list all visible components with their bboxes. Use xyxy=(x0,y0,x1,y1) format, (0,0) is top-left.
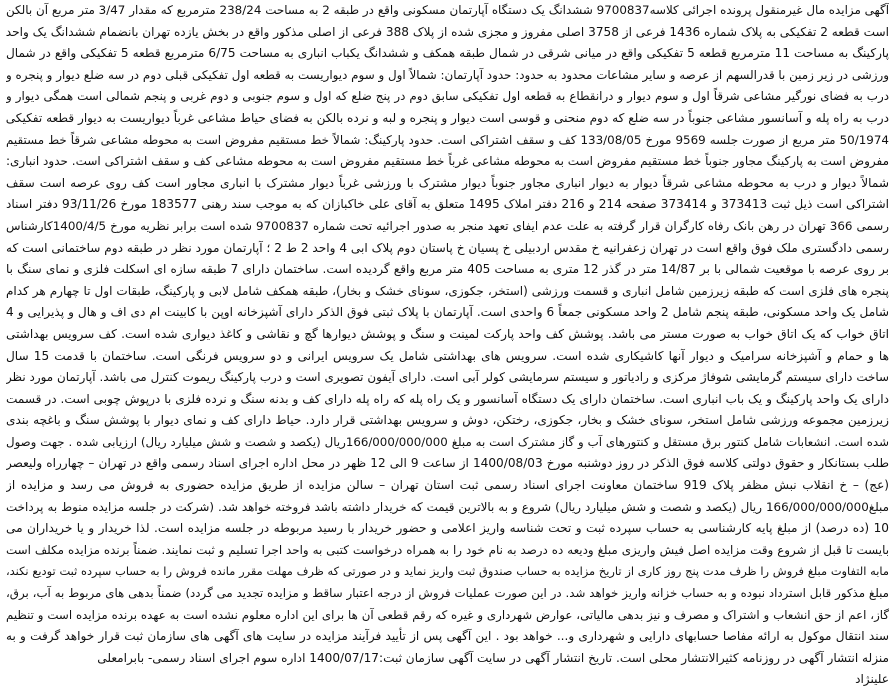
notice-line: 10 (ده درصد) از مبلغ پایه کارشناسی به حساب سپرده ثبت و تحت شناسه واریز اعلامی و حضور خریدار با رسید مربوطه در جلسه مزایده است. لذا خریدار و یا خریداران می xyxy=(6,521,889,536)
notice-line: شده است. انشعابات شامل کنتور برق مستقل و کنتورهای آب و گاز مشترک است به مبلغ 166/000/000/000ریال (یکصد و شصت و شش میلیارد ریال) ارزیابی شده . جهت وصول xyxy=(6,434,889,449)
notice-line: ها و حمام و آشپزخانه سرامیک و دیوار آنها کاشیکاری شده است. سرویس های بهداشتی شامل یک سرویس ایرانی و دو سرویس فرنگی است. ساختمان با قدمت 15 سال xyxy=(6,348,889,363)
notice-line: سند انتقال موکول به ارائه مفاصا حسابهای دارایی و شهرداری و... خواهد بود . این آگهی پس از تأیید فرآیند مزایده در سایت های آگهی های سازمان ثبت قرار خواهد گرفت و به xyxy=(6,629,889,644)
signature-line: علینژاد xyxy=(855,672,889,687)
notice-line: ساخت دارای سیستم گرمایشی شوفاژ مرکزی و رادیاتور و سیستم سرمایشی کولر آبی است. دارای آیفون تصویری است و درب پارکینگ ریموت کنترل می باشد. آپارتمان مورد نظر xyxy=(6,370,889,385)
notice-line: اتاق خواب که یک اتاق خواب به صورت مستر می باشد. پوشش کف واحد پارکت لمینت و سنگ و پوشش دیوارها گچ و نقاشی و کاغذ دیواری شده است. کف سرویس بهداشتی xyxy=(6,326,889,341)
notice-line: طلب بستانکار و حقوق دولتی کلاسه فوق الذکر در روز دوشنبه مورخ 1400/08/03 از ساعت 9 الی 12 ظهر در محل اداره اجرای اسناد رسمی واقع در تهران – چهارراه ولیعصر xyxy=(6,456,889,471)
notice-line: مبلغ مذکور قابل استرداد نبوده و به حساب خزانه واریز خواهد شد. در این صورت عملیات فروش از درجه اعتبار ساقط و مزایده تجدید می گردد) ضمناً بدهی های مربوط به آب، برق، xyxy=(6,586,889,601)
notice-line: پارکینگ به مساحت 11 مترمربع قطعه 5 تفکیکی واقع در میانی شرقی در شمال طبقه همکف و ششدانگ یکباب انباری به مساحت 6/75 مترمربع قطعه 5 تفکیکی واقع در شمال xyxy=(6,46,889,61)
notice-line: درب به فضای نورگیر مشاعی شرقاً اول و سوم دیوار و درانقطاع به قطعه اول تفکیکی سابق دوم در پنج ضلع که اول و سوم جنوبی و دوم غربی و پنجم شمالی است همگی دیوار و xyxy=(6,89,889,104)
notice-line: رسمی دادگستری ملک فوق واقع است در تهران زعفرانیه خ مقدس اردبیلی خ پسیان خ پاستان دوم پلاک ابی 4 واحد 2 ط 2 ؛ آپارتمان مورد نظر در طبقه دوم ساختمانی است که xyxy=(6,240,889,255)
notice-line: منزله انتشار آگهی در روزنامه کثیرالانتشار محلی است. تاریخ انتشار آگهی در سایت آگهی سازمان ثبت:1400/07/17 اداره سوم اجرای اسناد رسمی- بابرامعلی xyxy=(97,650,889,665)
notice-line: (عج) – خ انقلاب نبش مظفر پلاک 919 ساختمان معاونت اجرای اسناد رسمی ثبت استان تهران – سالن مزایده از طریق مزایده حضوری به فروش می رسد و مزایده از xyxy=(6,478,889,493)
notice-line: گاز، اعم از حق انشعاب و اشتراک و مصرف و نیز بدهی مالیاتی، عوارض شهرداری و غیره که رقم قطعی آن ها برای این اداره معلوم نشده است به عهده برنده مزایده است و تنظیم xyxy=(6,607,889,622)
notice-line: 50/1974 متر مربع از صورت جلسه 9569 مورخ 133/08/05 کف و سقف اشتراکی است. حدود پارکینگ: شمالاً خط مستقیم مفروض است به محوطه مشاعی شرقاً خط مستقیم xyxy=(6,132,889,147)
notice-line: دارای یک واحد پارکینگ و یک باب انباری است. ساختمان دارای یک دستگاه آسانسور و یک راه پله که راه پله دارای کف و بدنه سنگ و نرده فلزی با درپوش چوبی است. در قسمت xyxy=(6,391,889,406)
notice-line: اشتراکی است ذیل ثبت 373413 و 373414 صفحه 214 و 216 دفتر املاک 1495 متعلق به آقای علی خاکبازان که به موجب سند رهنی 183577 مورخ 93/11/26 دفتر اسناد xyxy=(6,197,889,212)
notice-line: ورزشی در زیر زمین با قدرالسهم از عرصه و سایر مشاعات محدود به حدود: حدود آپارتمان: شمالاً اول و سوم دیواریست به قطعه اول تفکیکی قبلی دوم در سه ضلع دیوار و پنجره و xyxy=(6,67,889,82)
notice-line: آگهی مزایده مال غیرمنقول پرونده اجرائی کلاسه9700837 ششدانگ یک دستگاه آپارتمان مسکونی واقع در طبقه 2 به مساحت 238/24 مترمربع که مقدار 3/47 متر مربع آن بالکن xyxy=(6,3,889,17)
notice-line: است قطعه 2 تفکیکی به پلاک شماره 1436 فرعی از 3758 اصلی مفروز و مجزی شده از پلاک 388 فرعی از اصلی مذکور واقع در بخش یازده تهران بانضمام ششدانگ یک واحد xyxy=(6,24,889,39)
notice-line: مبلغ166/000/000/000 ریال (یکصد و شصت و شش میلیارد ریال) شروع و به بالاترین قیمت که خریدار داشته باشد فروخته خواهد شد. (شرکت در جلسه مزایده منوط به پرداخت xyxy=(6,499,889,514)
notice-line: پنجره های فلزی است که طبقه زیرزمین شامل انباری و قسمت ورزشی (استخر، جکوزی، سونای خشک و بخار)، طبقه همکف شامل لابی و پارکینگ، طبقات اول تا چهارم هر کدام xyxy=(6,283,889,298)
notice-line: شمالاً دیوار و درب به محوطه مشاعی شرقاً دیوار به دیوار انباری مجاور جنوباً دیوار مشترک با ورزشی غرباً دیوار مشترک با انباری مجاور است کف روی عرصه است سقف xyxy=(6,175,889,190)
notice-line: درب به راه پله و آسانسور مشاعی جنوباً در سه ضلع که دوم منحنی و قوسی است دیوار و پنجره و لبه و نرده بالکن به فضای حیاط مشاعی غرباً دیواریست به دیوار قطعه تفکیکی xyxy=(6,110,889,125)
notice-line: بایست تا قبل از شروع وقت مزایده اصل فیش واریزی مبلغ ودیعه ده درصد به نام خود را به همراه درخواست کتبی به واحد اجرا تسلیم و ثبت نمایند. ضمناً برنده مزایده مکلف است xyxy=(6,542,889,557)
notice-line: رسمی 366 تهران در رهن بانک رفاه کارگران قرار گرفته به علت عدم ایفای تعهد منجر به صدور اجرائیه تحت شماره 9700837 شده است برابر نظریه مورخ 1400/4/5کارشناس xyxy=(6,218,889,233)
notice-line: بر روی عرصه با موقعیت شمالی با بر 14/87 متر در گذر 12 متری به مساحت 405 متر مربع واقع گردیده است. ساختمان دارای 7 طبقه سازه ای اسکلت فلزی و نمای سنگ با xyxy=(6,262,889,277)
notice-line: مفروض است به پارکینگ مجاور جنوباً خط مستقیم مفروض است به محوطه مشاعی غرباً خط مستقیم مفروض است به محوطه مشاعی کف و سقف اشتراکی است. حدود انباری: xyxy=(6,154,889,169)
notice-line: مابه التفاوت مبلغ فروش را ظرف مدت پنج روز کاری از تاریخ مزایده به حساب صندوق ثبت واریز نماید و در صورتی که ظرف مهلت مقرر مانده فروش را به حساب سپرده ثبت تودیع نکند، xyxy=(6,564,889,579)
notice-line: شامل یک واحد مسکونی، طبقه پنجم شامل 2 واحد مسکونی جمعاً 6 واحدی است. آپارتمان با پلاک ثبتی فوق الذکر دارای آشپزخانه اوپن با کابینت ام دی اف و هال و پذیرایی و 4 xyxy=(6,305,889,320)
notice-line: زیرزمین مجموعه ورزشی شامل استخر، سونای خشک و بخار، جکوزی، رختکن، دوش و سرویس بهداشتی قرار دارد. حیاط دارای کف و نمای دیوار با پوشش سنگ و باغچه بندی xyxy=(6,413,889,428)
